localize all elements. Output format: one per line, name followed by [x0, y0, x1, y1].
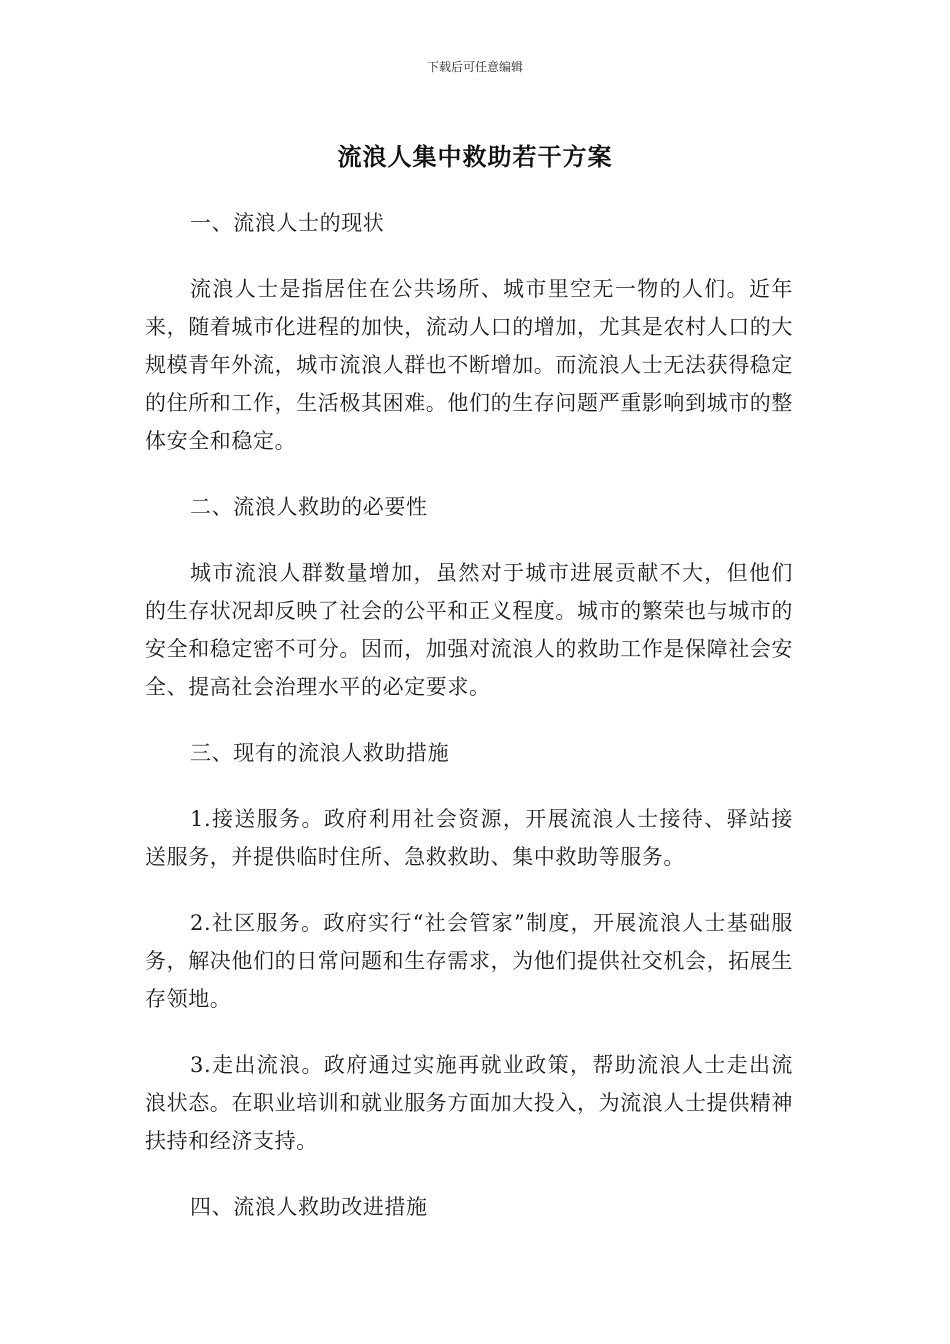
header-note: 下载后可任意编辑	[426, 60, 523, 74]
paragraph-3-item-2: 2.社区服务。政府实行“社会管家”制度，开展流浪人士基础服务，解决他们的日常问题和生存需求，为他们提供社交机会，拓展生存领地。	[145, 911, 793, 1011]
paragraph-1: 流浪人士是指居住在公共场所、城市里空无一物的人们。近年来，随着城市化进程的加快，流动人口的增加，尤其是农村人口的大规模青年外流，城市流浪人群也不断增加。而流浪人士无法获得稳定的住所和工作，生活极其困难。他们的生存问题严重影响到城市的整体安全和稳定。	[145, 277, 793, 453]
paragraph-3-item-3: 3.走出流浪。政府通过实施再就业政策，帮助流浪人士走出流浪状态。在职业培训和就业服务方面加大投入，为流浪人士提供精神扶持和经济支持。	[145, 1053, 793, 1153]
document-title: 流浪人集中救助若干方案	[337, 143, 613, 171]
section-heading-1: 一、流浪人士的现状	[190, 211, 385, 235]
paragraph-2: 城市流浪人群数量增加，虽然对于城市进展贡献不大，但他们的生存状况却反映了社会的公平和正义程度。城市的繁荣也与城市的安全和稳定密不可分。因而，加强对流浪人的救助工作是保障社会安全、提高社会治理水平的必定要求。	[145, 561, 793, 699]
section-heading-4: 四、流浪人救助改进措施	[190, 1195, 428, 1219]
document-body	[145, 204, 793, 1254]
paragraph-3-item-1: 1.接送服务。政府利用社会资源，开展流浪人士接待、驿站接送服务，并提供临时住所、急救救助、集中救助等服务。	[145, 807, 793, 869]
section-heading-2: 二、流浪人救助的必要性	[190, 495, 428, 519]
section-heading-3: 三、现有的流浪人救助措施	[190, 741, 450, 765]
